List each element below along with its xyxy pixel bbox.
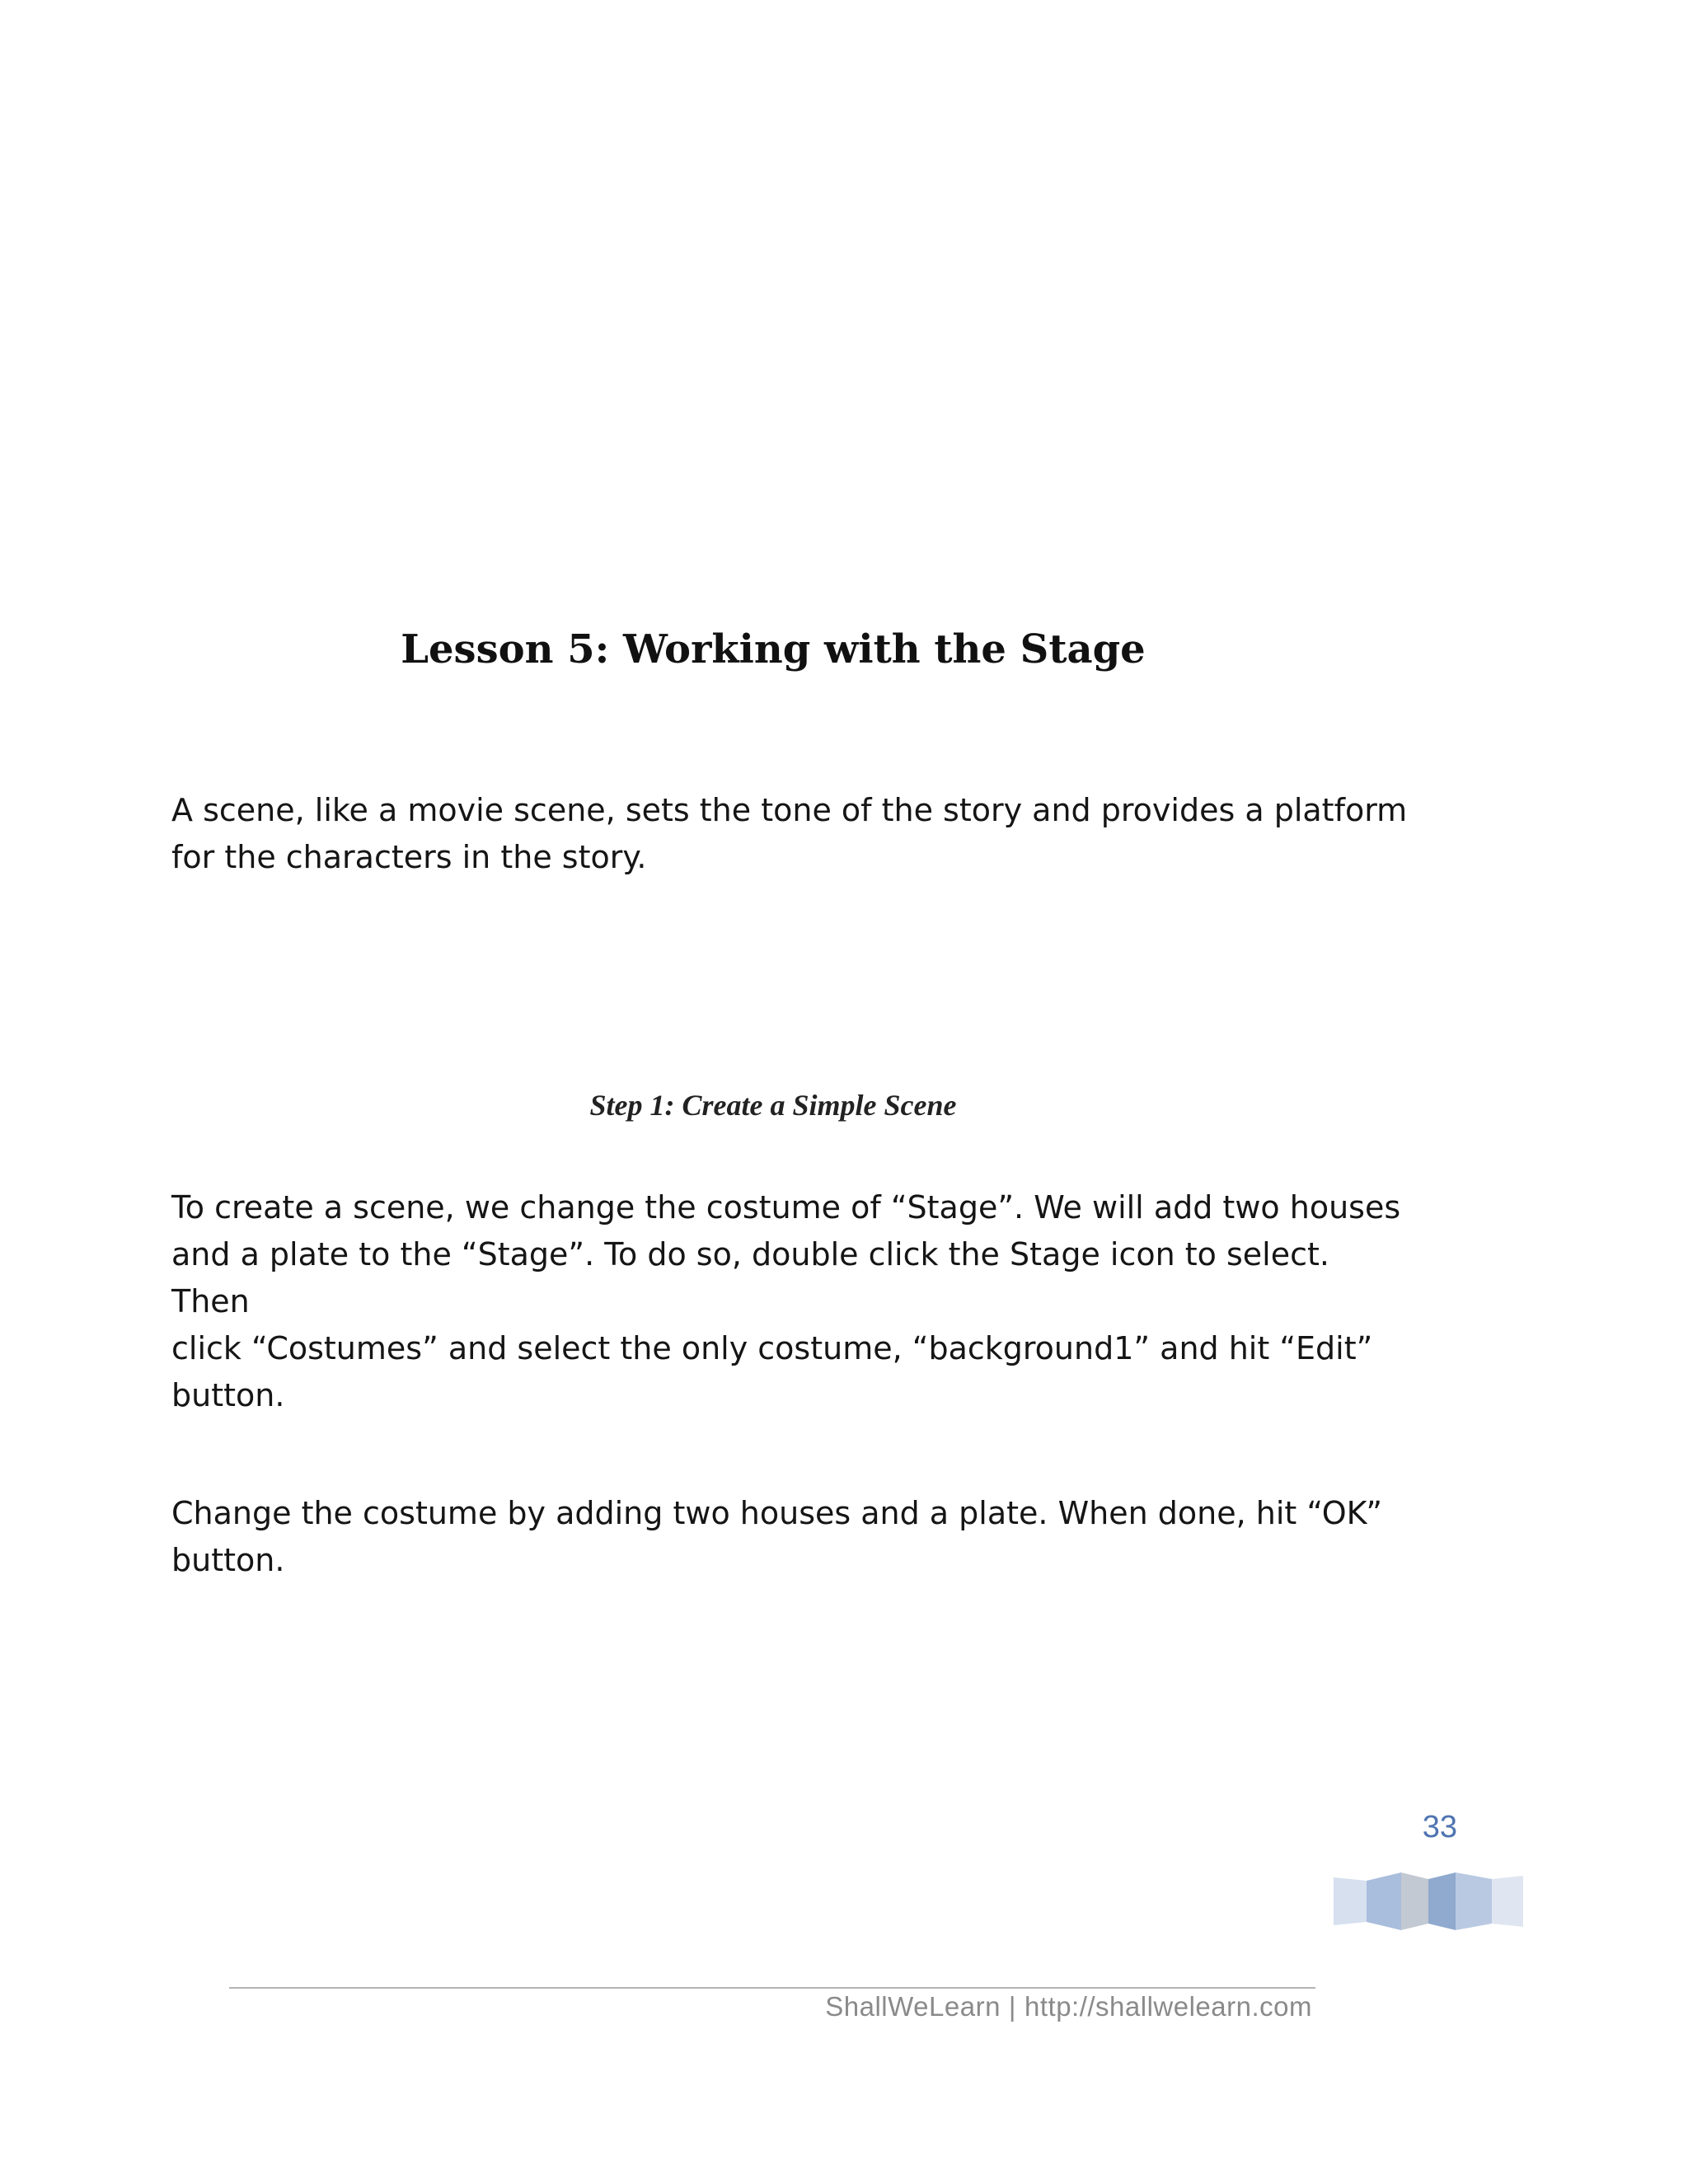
- step-heading: Step 1: Create a Simple Scene: [589, 1089, 957, 1122]
- lesson-title: Lesson 5: Working with the Stage: [401, 626, 1146, 673]
- change-line-1: Change the costume by adding two houses and a plate. When done, hit “OK”: [171, 1495, 1383, 1531]
- step-line-4: button.: [171, 1377, 285, 1413]
- step-paragraph: [171, 1184, 1408, 1419]
- intro-paragraph: [171, 787, 1408, 881]
- step-line-1: To create a scene, we change the costume of “Stage”. We will add two houses: [171, 1189, 1401, 1226]
- intro-line-1: A scene, like a movie scene, sets the tone of the story and provides a platform: [171, 792, 1408, 828]
- intro-line-2: for the characters in the story.: [171, 839, 647, 875]
- change-line-2: button.: [171, 1542, 285, 1578]
- footer: [825, 1991, 1312, 2022]
- step-line-2: and a plate to the “Stage”. To do so, double click the Stage icon to select. Then: [171, 1236, 1329, 1319]
- footer-divider: [229, 1987, 1315, 1989]
- step-line-3: click “Costumes” and select the only costume, “background1” and hit “Edit”: [171, 1330, 1373, 1366]
- footer-site-name: ShallWeLearn: [825, 1991, 1001, 2022]
- change-paragraph: [171, 1490, 1408, 1584]
- page-ornament-icon: [1334, 1871, 1523, 1932]
- page-number: 33: [1422, 1810, 1457, 1844]
- footer-separator: |: [1008, 1991, 1016, 2022]
- footer-url-link[interactable]: http://shallwelearn.com: [1025, 1991, 1312, 2022]
